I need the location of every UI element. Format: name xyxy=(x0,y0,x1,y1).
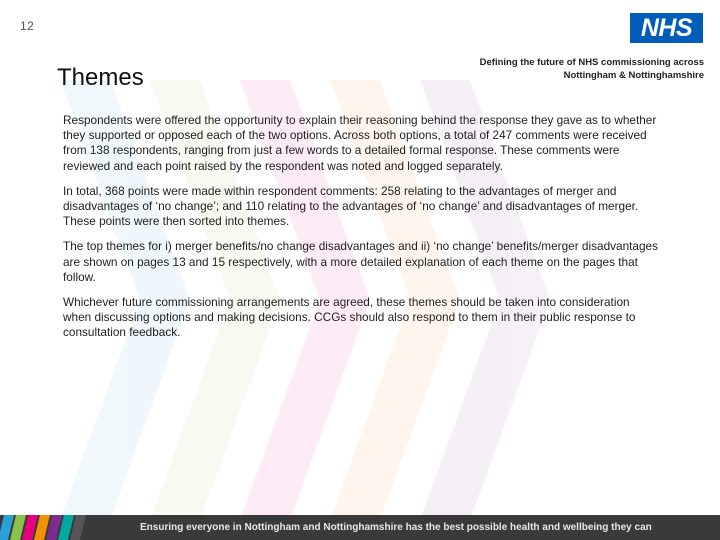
paragraph: Whichever future commissioning arrangements are agreed, these themes should be taken into consideration when discussing options and making decisions. CCGs should also respond to them in their public response to consultation feedback. xyxy=(63,295,636,340)
footer-stripes-icon xyxy=(0,515,100,540)
nhs-logo xyxy=(630,13,703,43)
paragraph: In total, 368 points were made within respondent comments: 258 relating to the advantages of merger and disadvantages of ‘no change’; and 110 relating to the advantages of ‘no change’ and disadvantages of merger. These points were then sorted into themes. xyxy=(63,183,639,229)
footer-banner xyxy=(0,515,720,540)
paragraph: Respondents were offered the opportunity to explain their reasoning behind the response they gave as to whether they supported or opposed each of the two options. Across both options, a total of 247 comments were received from 138 respondents, ranging from just a few words to a detailed formal response. These comments were reviewed and each point raised by the respondent was noted and logged separately. xyxy=(63,113,657,173)
nhs-logo-text: NHS xyxy=(640,14,693,42)
body-text xyxy=(63,113,658,351)
footer-text: Ensuring everyone in Nottingham and Nottinghamshire has the best possible health and wellbeing they can xyxy=(140,522,652,533)
paragraph: The top themes for i) merger benefits/no change disadvantages and ii) ‘no change’ benefits/merger disadvantages are shown on pages 13 and 15 respectively, with a more detailed explanation of each theme on the pages that follow. xyxy=(63,239,659,284)
page-title: Themes xyxy=(57,64,144,91)
document-subtitle: Defining the future of NHS commissioning across Nottingham & Nottinghamshire xyxy=(479,57,704,81)
page-number: 12 xyxy=(20,19,35,33)
